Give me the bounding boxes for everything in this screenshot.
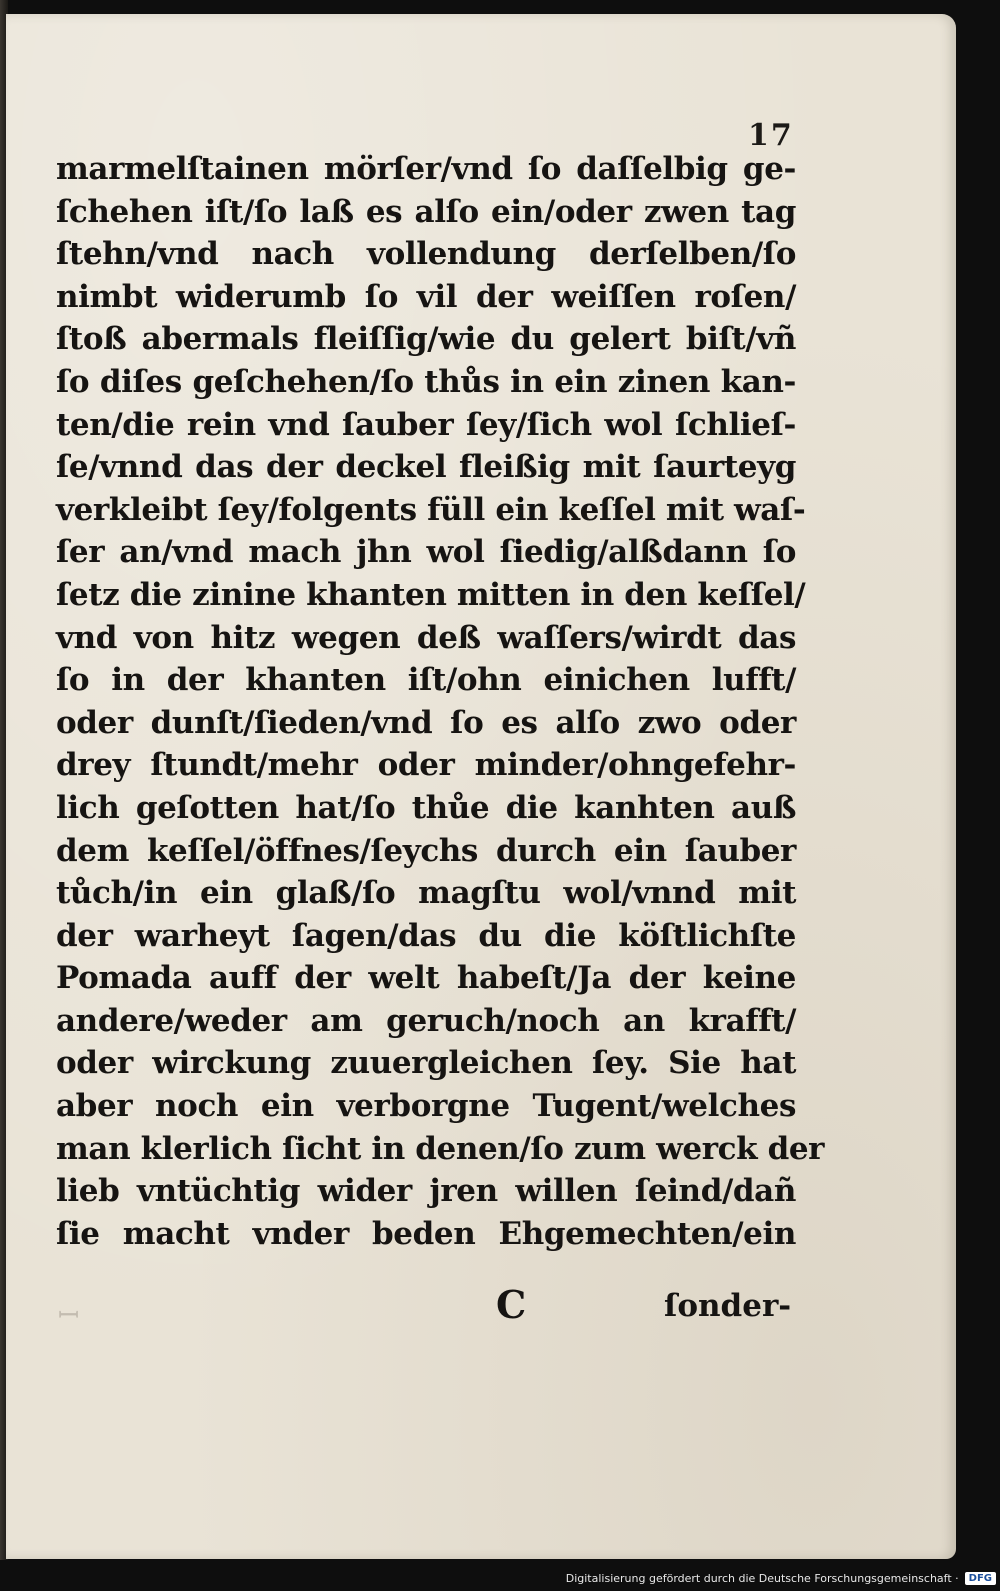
text-line: tůch/in ein glaß/ſo magſtu wol/vnnd mit [56, 875, 796, 912]
text-line: ſe/vnnd das der deckel fleißig mit ſaurteyg [56, 449, 796, 486]
text-line: nimbt widerumb ſo vil der weiſſen roſen/ [56, 278, 796, 315]
text-line: oder dunſt/ſieden/vnd ſo es alſo zwo oder [56, 704, 796, 741]
text-line: oder wirckung zuuergleichen ſey. Sie hat [56, 1045, 796, 1082]
text-line: vnd von hitz wegen deß waſſers/wirdt das [56, 619, 796, 656]
text-line: Pomada auff der welt habeſt/Ja der keine [56, 960, 796, 997]
signature-mark: C [496, 1282, 527, 1327]
text-line: lich geſotten hat/ſo thůe die kanhten auß [56, 789, 796, 826]
text-line: lieb vntüchtig wider jren willen ſeind/dañ [56, 1173, 796, 1210]
text-line: ſo diſes geſchehen/ſo thůs in ein zinen kan- [56, 363, 796, 400]
text-line: ſo in der khanten iſt/ohn einichen lufft/ [56, 662, 796, 699]
text-line: andere/weder am geruch/noch an krafft/ [56, 1002, 796, 1039]
text-line: drey ſtundt/mehr oder minder/ohngefehr- [56, 747, 796, 784]
digitization-footer [566, 1568, 996, 1588]
text-line: der warheyt ſagen/das du die köſtlichſte [56, 917, 796, 954]
catchword: ſonder- [664, 1288, 792, 1324]
text-line: dem keſſel/öffnes/ſeychs durch ein ſauber [56, 832, 796, 869]
text-line: ſtehn/vnd nach vollendung derſelben/ſo [56, 236, 796, 273]
text-line: aber noch ein verborgne Tugent/welches [56, 1088, 796, 1125]
text-line: man klerlich ſicht in denen/ſo zum werck der [56, 1130, 825, 1167]
body-text [56, 148, 825, 1255]
text-line: ſer an/vnd mach jhn wol ſiedig/alßdann ſo [56, 534, 796, 571]
text-line: ſie macht vnder beden Ehgemechten/ein [56, 1215, 796, 1252]
text-line: ſetz die zinine khanten mitten in den keſſel/ [56, 576, 806, 613]
text-line: verkleibt ſey/folgents füll ein keſſel mit waſ- [56, 491, 806, 528]
text-line: ſchehen iſt/ſo laß es alſo ein/oder zwen tag [56, 193, 796, 230]
faint-stain-mark: ꟷ [58, 1301, 80, 1331]
text-line: ten/die rein vnd ſauber ſey/ſich wol ſchlieſ- [56, 406, 796, 443]
dfg-logo-icon: DFG [965, 1572, 996, 1585]
text-line: ſtoß abermals fleiſſig/wie du gelert biſt/vñ [56, 321, 796, 358]
text-line: marmelſtainen mörſer/vnd ſo daſſelbig ge- [56, 151, 796, 187]
dfg-credit-text: Digitalisierung gefördert durch die Deutsche Forschungsgemeinschaft · [565, 1571, 959, 1585]
page-number: 17 [748, 118, 794, 153]
